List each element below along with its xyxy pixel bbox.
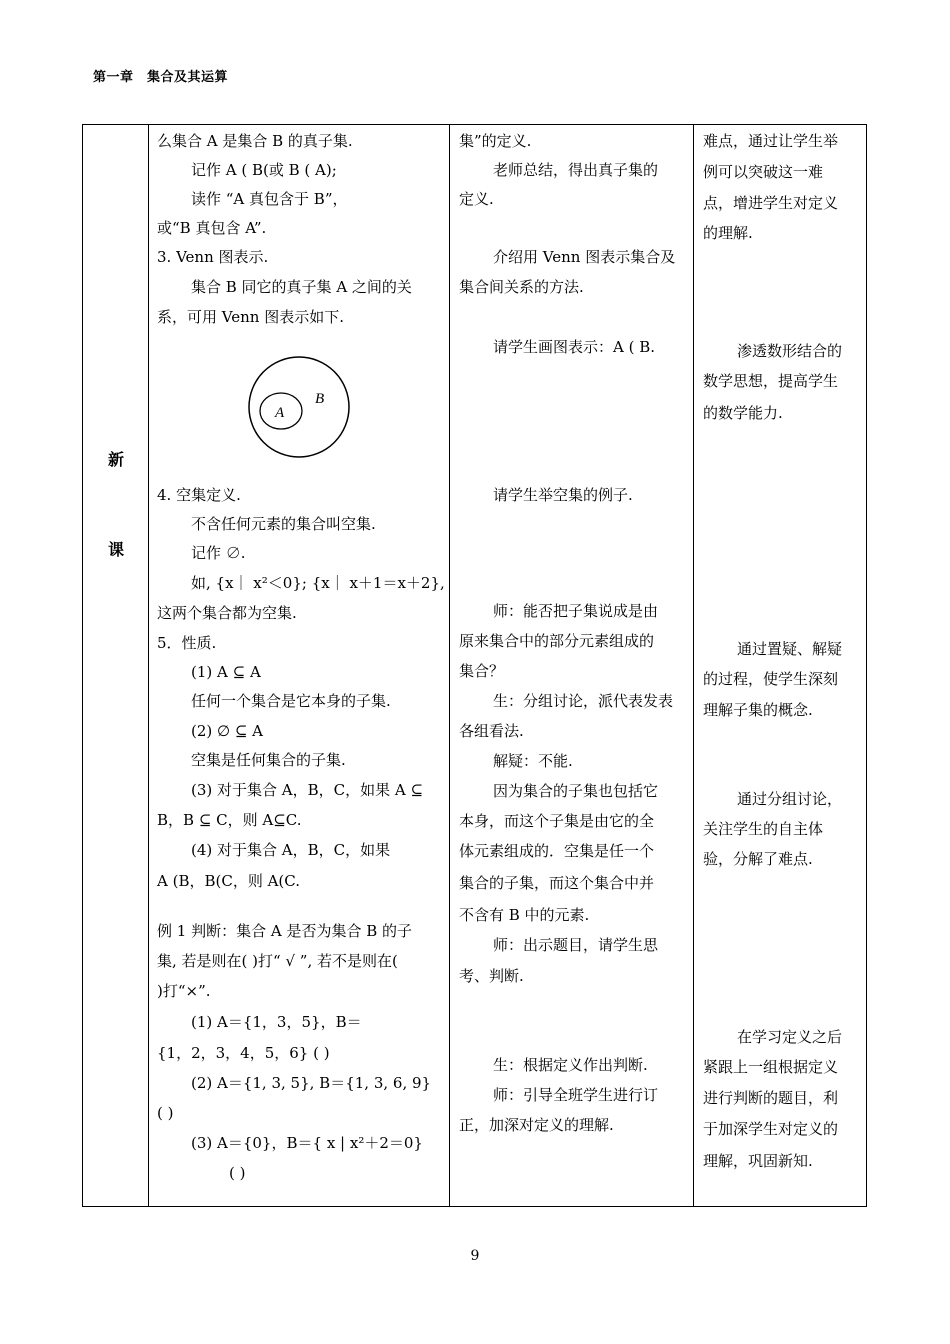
- text-line: 生：分组讨论，派代表发表: [493, 692, 674, 710]
- text-line: 本身，而这个子集是由它的全: [459, 812, 655, 830]
- text-line: 不含有 B 中的元素.: [459, 906, 590, 924]
- text-line: 原来集合中的部分元素组成的: [459, 632, 655, 650]
- page-number: 9: [470, 1248, 480, 1264]
- venn-diagram: [245, 353, 355, 463]
- text-line: 这两个集合都为空集.: [157, 604, 297, 622]
- text-line: 因为集合的子集也包括它: [493, 782, 659, 800]
- text-line: 点，增进学生对定义: [703, 194, 839, 212]
- text-line: (2) ∅ ⊆ A: [191, 722, 264, 740]
- text-line: 定义.: [459, 190, 494, 208]
- text-line: 请学生画图表示：A ( B.: [493, 338, 656, 356]
- text-line: 的过程，使学生深刻: [703, 670, 839, 688]
- text-line: 数学思想，提高学生: [703, 372, 839, 390]
- text-line: 集合间关系的方法.: [459, 278, 584, 296]
- text-line: 集, 若是则在( )打“ √ ”, 若不是则在(: [157, 952, 398, 970]
- text-line: 正，加深对定义的理解.: [459, 1116, 614, 1134]
- text-line: 记作 A ( B(或 B ( A);: [191, 161, 337, 179]
- set-b-circle: [249, 357, 349, 457]
- text-line: (3) A＝{0}，B＝{ x | x²＋2＝0}: [191, 1134, 423, 1152]
- text-line: A (B，B(C，则 A(C.: [157, 872, 300, 890]
- text-line: 集合？: [459, 662, 505, 680]
- text-line: 如, {x｜ x²＜0}; {x｜ x＋1＝x＋2},: [191, 574, 445, 592]
- text-line: 考、判断.: [459, 967, 524, 985]
- text-line: 空集是任何集合的子集.: [191, 751, 346, 769]
- text-line: 渗透数形结合的: [737, 342, 843, 360]
- text-line: 4. 空集定义.: [157, 486, 241, 504]
- text-line: 难点，通过让学生举: [703, 132, 839, 150]
- text-line: 例可以突破这一难: [703, 163, 824, 181]
- text-line: 验，分解了难点.: [703, 850, 813, 868]
- content-column: [157, 125, 447, 1205]
- text-line: 关注学生的自主体: [703, 820, 824, 838]
- text-line: 理解子集的概念.: [703, 701, 813, 719]
- text-line: 任何一个集合是它本身的子集.: [191, 692, 391, 710]
- text-line: 集”的定义.: [459, 132, 532, 150]
- text-line: (3) 对于集合 A，B，C，如果 A ⊆: [191, 781, 424, 799]
- text-line: (1) A ⊆ A: [191, 663, 261, 681]
- text-line: 记作 ∅.: [191, 544, 246, 562]
- text-line: )打“×”.: [157, 982, 211, 1000]
- text-line: 老师总结，得出真子集的: [493, 161, 659, 179]
- venn-label-a: A: [275, 405, 285, 421]
- text-line: 于加深学生对定义的: [703, 1120, 839, 1138]
- text-line: 5．性质.: [157, 634, 217, 652]
- text-line: 通过置疑、解疑: [737, 640, 843, 658]
- text-line: (4) 对于集合 A，B，C，如果: [191, 841, 391, 859]
- text-line: 请学生举空集的例子.: [493, 486, 633, 504]
- chapter-header: 第一章 集合及其运算: [93, 70, 229, 85]
- text-line: (1) A＝{1，3，5}，B＝: [191, 1013, 362, 1031]
- text-line: 理解，巩固新知.: [703, 1152, 813, 1170]
- lesson-table: [82, 124, 867, 1207]
- text-line: 不含任何元素的集合叫空集.: [191, 515, 376, 533]
- column-divider: [693, 125, 694, 1206]
- text-line: 介绍用 Venn 图表示集合及: [493, 248, 676, 266]
- text-line: 集合 B 同它的真子集 A 之间的关: [191, 278, 412, 296]
- text-line: 解疑：不能.: [493, 752, 573, 770]
- text-line: (2) A＝{1, 3, 5}, B＝{1, 3, 6, 9}: [191, 1074, 432, 1092]
- text-line: 师：出示题目，请学生思: [493, 936, 659, 954]
- text-line: 体元素组成的．空集是任一个: [459, 842, 655, 860]
- example-title: 例 1 判断：集合 A 是否为集合 B 的子: [157, 922, 413, 940]
- text-line: 系，可用 Venn 图表示如下.: [157, 308, 344, 326]
- text-line: 3. Venn 图表示.: [157, 248, 269, 266]
- text-line: B，B ⊆ C，则 A⊆C.: [157, 811, 302, 829]
- text-line: 师：引导全班学生进行订: [493, 1086, 659, 1104]
- text-line: 生：根据定义作出判断.: [493, 1056, 648, 1074]
- text-line: 在学习定义之后: [737, 1028, 843, 1046]
- text-line: 集合的子集，而这个集合中并: [459, 874, 655, 892]
- text-line: 的理解.: [703, 224, 753, 242]
- venn-label-b: B: [315, 391, 325, 407]
- text-line: 紧跟上一组根据定义: [703, 1058, 839, 1076]
- text-line: 读作 “A 真包含于 B”，: [191, 190, 348, 208]
- text-line: 的数学能力.: [703, 404, 783, 422]
- text-line: 各组看法.: [459, 722, 524, 740]
- text-line: 通过分组讨论，: [737, 790, 843, 808]
- column-divider: [148, 125, 149, 1206]
- side-label-xin: 新: [107, 450, 124, 469]
- text-line: ( ): [229, 1164, 246, 1182]
- column-divider: [449, 125, 450, 1206]
- side-label-ke: 课: [107, 540, 124, 559]
- teacher-activity-column: [459, 125, 691, 1205]
- design-intent-column: [703, 125, 863, 1205]
- text-line: 么集合 A 是集合 B 的真子集.: [157, 132, 353, 150]
- text-line: 进行判断的题目，利: [703, 1089, 839, 1107]
- text-line: ( ): [157, 1104, 174, 1122]
- text-line: {1，2，3，4，5，6} ( ): [157, 1044, 330, 1062]
- text-line: 师：能否把子集说成是由: [493, 602, 659, 620]
- text-line: 或“B 真包含 A”.: [157, 219, 267, 237]
